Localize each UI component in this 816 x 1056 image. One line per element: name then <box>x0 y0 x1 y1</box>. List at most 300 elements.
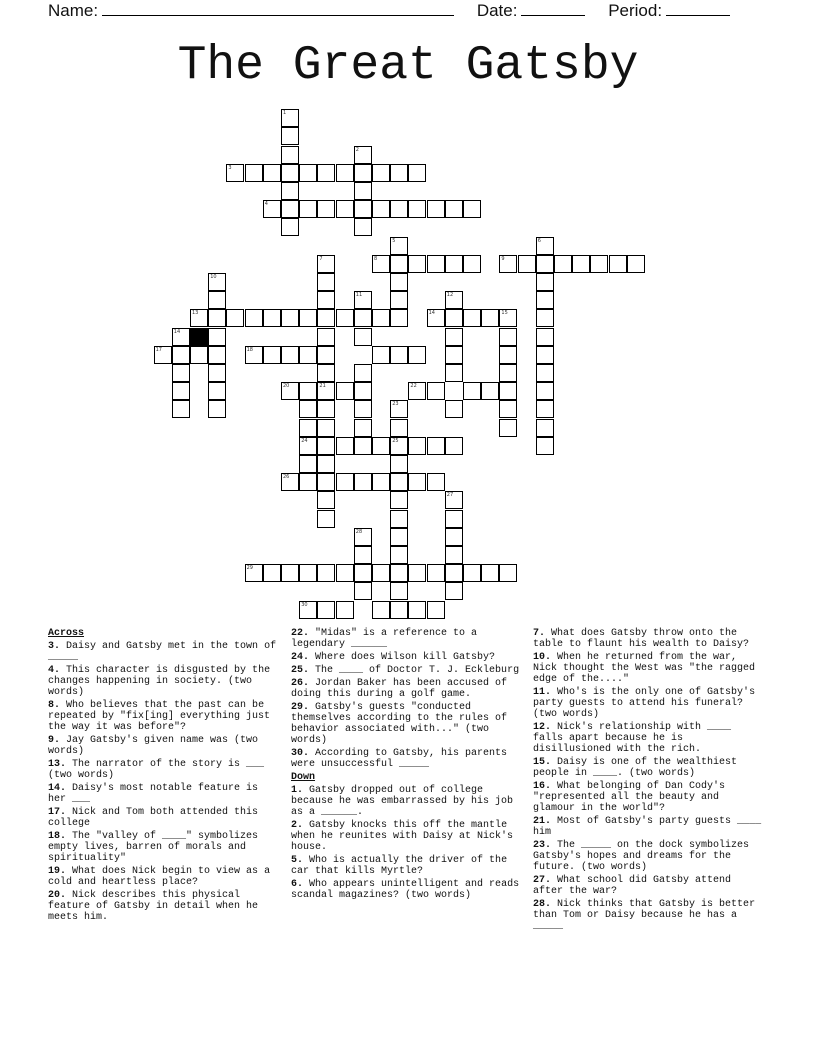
crossword-cell[interactable] <box>281 218 299 236</box>
crossword-cell[interactable] <box>427 255 445 273</box>
clues-column-3 <box>533 628 767 934</box>
crossword-cell[interactable] <box>226 164 244 182</box>
crossword-cell[interactable] <box>354 328 372 346</box>
crossword-cell[interactable] <box>445 255 463 273</box>
clue-item <box>533 628 767 650</box>
crossword-cell[interactable] <box>336 601 354 619</box>
crossword-cell[interactable] <box>463 309 481 327</box>
crossword-cell[interactable] <box>536 437 554 455</box>
crossword-cell[interactable] <box>408 564 426 582</box>
clue-item <box>291 702 525 746</box>
down-heading: Down <box>291 772 316 783</box>
down-clue-list <box>291 785 525 901</box>
clue-text: What does Gatsby throw onto the table to flaunt his wealth to Daisy? <box>533 628 750 650</box>
crossword-cell[interactable] <box>463 255 481 273</box>
cell-number: 2 <box>355 146 359 153</box>
crossword-cell[interactable] <box>281 127 299 145</box>
crossword-cell[interactable] <box>390 164 408 182</box>
crossword-cell[interactable] <box>554 255 572 273</box>
crossword-cell[interactable] <box>390 491 408 509</box>
crossword-cell[interactable] <box>427 564 445 582</box>
clue-item <box>533 757 767 779</box>
clue-number: 3. <box>48 641 61 652</box>
clue-item <box>533 840 767 873</box>
crossword-cell[interactable] <box>445 491 463 509</box>
crossword-cell[interactable] <box>317 455 335 473</box>
crossword-cell[interactable] <box>281 182 299 200</box>
cell-number: 27 <box>446 492 454 499</box>
crossword-cell[interactable] <box>499 564 517 582</box>
cell-number: 1 <box>283 110 287 117</box>
crossword-cell[interactable] <box>536 291 554 309</box>
clue-text: Nick thinks that Gatsby is better than Tom or Daisy because he has a _____ <box>533 899 756 932</box>
clue-text: The "valley of ____" symbolizes empty lives, barren of morals and spirituality" <box>48 831 259 864</box>
crossword-cell[interactable] <box>317 491 335 509</box>
cell-number: 10 <box>210 274 217 280</box>
crossword-cell[interactable] <box>172 382 190 400</box>
crossword-cell[interactable] <box>536 400 554 418</box>
crossword-cell[interactable] <box>317 273 335 291</box>
cell-number: 23 <box>392 401 399 408</box>
clue-text: Gatsby's guests "conducted themselves according to the rules of behavior associated with..." (two words) <box>291 702 508 746</box>
crossword-cell[interactable] <box>481 564 499 582</box>
crossword-cell[interactable] <box>572 255 590 273</box>
crossword-cell[interactable] <box>336 309 354 327</box>
clue-text: Who's is the only one of Gatsby's party guests to attend his funeral? (two words) <box>533 687 756 720</box>
cell-number: 20 <box>283 383 290 390</box>
crossword-cell[interactable] <box>590 255 608 273</box>
crossword-cell[interactable] <box>354 182 372 200</box>
clue-number: 24. <box>291 652 310 663</box>
clue-text: This character is disgusted by the changes happening in society. (two words) <box>48 665 271 698</box>
clue-number: 13. <box>48 759 67 770</box>
clue-number: 29. <box>291 702 310 713</box>
crossword-cell[interactable] <box>536 346 554 364</box>
crossword-cell[interactable] <box>354 400 372 418</box>
crossword-cell[interactable] <box>463 382 481 400</box>
clue-item <box>48 807 282 829</box>
crossword-cell[interactable] <box>408 200 426 218</box>
crossword-cell[interactable] <box>463 200 481 218</box>
crossword-cell[interactable] <box>263 200 281 218</box>
crossword-cell[interactable] <box>354 382 372 400</box>
crossword-cell[interactable] <box>445 400 463 418</box>
crossword-cell[interactable] <box>263 346 281 364</box>
crossword-cell[interactable] <box>408 164 426 182</box>
crossword-cell[interactable] <box>445 546 463 564</box>
clue-number: 16. <box>533 781 552 792</box>
crossword-cell[interactable] <box>427 473 445 491</box>
clue-number: 10. <box>533 652 552 663</box>
crossword-cell[interactable] <box>372 564 390 582</box>
crossword-cell[interactable] <box>372 346 390 364</box>
crossword-cell[interactable] <box>499 328 517 346</box>
crossword-cell[interactable] <box>390 419 408 437</box>
clues-column-1 <box>48 628 282 925</box>
crossword-cell[interactable] <box>354 582 372 600</box>
clue-number: 22. <box>291 628 310 639</box>
clue-number: 23. <box>533 840 552 851</box>
crossword-cell[interactable] <box>372 601 390 619</box>
crossword-cell[interactable] <box>208 309 226 327</box>
clue-item <box>48 641 282 663</box>
crossword-cell[interactable] <box>445 291 463 309</box>
crossword-cell[interactable] <box>208 364 226 382</box>
clue-number: 5. <box>291 855 304 866</box>
crossword-cell[interactable] <box>445 437 463 455</box>
crossword-cell[interactable] <box>245 564 263 582</box>
clue-item <box>291 665 525 676</box>
crossword-cell[interactable] <box>317 200 335 218</box>
crossword-cell[interactable] <box>427 382 445 400</box>
crossword-cell[interactable] <box>445 564 463 582</box>
crossword-cell[interactable] <box>372 200 390 218</box>
clue-text: Who appears unintelligent and reads scandal magazines? (two words) <box>291 879 520 901</box>
clue-number: 9. <box>48 735 61 746</box>
crossword-cell[interactable] <box>208 328 226 346</box>
crossword-cell[interactable] <box>317 164 335 182</box>
crossword-cell[interactable] <box>281 564 299 582</box>
crossword-cell[interactable] <box>281 146 299 164</box>
cell-number: 17 <box>155 346 162 353</box>
crossword-cell[interactable] <box>390 564 408 582</box>
clue-item <box>48 759 282 781</box>
clue-text: The ____ of Doctor T. J. Eckleburg <box>315 665 520 676</box>
clue-item <box>291 652 525 663</box>
crossword-cell[interactable] <box>336 382 354 400</box>
crossword-cell[interactable] <box>336 437 354 455</box>
crossword-cell[interactable] <box>609 255 627 273</box>
crossword-cell[interactable] <box>208 400 226 418</box>
clue-text: Nick describes this physical feature of Gatsby in detail when he meets him. <box>48 890 259 923</box>
crossword-cell[interactable] <box>354 546 372 564</box>
crossword-cell[interactable] <box>208 291 226 309</box>
crossword-cell[interactable] <box>408 255 426 273</box>
crossword-cell[interactable] <box>190 346 208 364</box>
crossword-cell[interactable] <box>499 419 517 437</box>
clue-item <box>533 722 767 755</box>
crossword-cell[interactable] <box>281 164 299 182</box>
clue-text: Most of Gatsby's party guests ____ him <box>533 816 762 838</box>
crossword-cell[interactable] <box>354 146 372 164</box>
clue-number: 17. <box>48 807 67 818</box>
clue-text: Jay Gatsby's given name was (two words) <box>48 735 259 757</box>
crossword-cell[interactable] <box>281 109 299 127</box>
clue-item <box>533 816 767 838</box>
cell-number: 21 <box>319 383 326 390</box>
cell-number: 26 <box>283 474 290 481</box>
crossword-cell[interactable] <box>154 346 172 364</box>
crossword-cell[interactable] <box>354 218 372 236</box>
clue-text: The _____ on the dock symbolizes Gatsby's hopes and dreams for the future. (two words) <box>533 840 750 873</box>
clue-number: 28. <box>533 899 552 910</box>
crossword-cell[interactable] <box>390 601 408 619</box>
crossword-cell[interactable] <box>445 346 463 364</box>
cell-number: 30 <box>301 601 308 608</box>
crossword-cell[interactable] <box>226 309 244 327</box>
crossword-cell[interactable] <box>536 382 554 400</box>
crossword-cell[interactable] <box>372 437 390 455</box>
crossword-cell[interactable] <box>317 419 335 437</box>
crossword-cell[interactable] <box>390 510 408 528</box>
crossword-cell[interactable] <box>390 237 408 255</box>
crossword-cell[interactable] <box>390 400 408 418</box>
cell-number: 15 <box>501 310 508 317</box>
clue-number: 21. <box>533 816 552 827</box>
crossword-cell[interactable] <box>390 291 408 309</box>
cell-number: 12 <box>446 292 454 299</box>
clue-text: Nick and Tom both attended this college <box>48 807 259 829</box>
crossword-cell[interactable] <box>536 273 554 291</box>
crossword-cell[interactable] <box>390 200 408 218</box>
crossword-cell[interactable] <box>390 582 408 600</box>
crossword-cell[interactable] <box>263 164 281 182</box>
crossword-cell[interactable] <box>445 510 463 528</box>
clues-column-2 <box>291 628 525 903</box>
clue-item <box>48 700 282 733</box>
crossword-cell[interactable] <box>281 200 299 218</box>
crossword-cell[interactable] <box>299 473 317 491</box>
clue-item <box>48 665 282 698</box>
clue-text: What does Nick begin to view as a cold and heartless place? <box>48 866 271 888</box>
crossword-cell[interactable] <box>317 437 335 455</box>
cell-number: 9 <box>501 255 505 262</box>
clue-number: 15. <box>533 757 552 768</box>
crossword-cell[interactable] <box>445 582 463 600</box>
clue-text: Gatsby knocks this off the mantle when he reunites with Daisy at Nick's house. <box>291 820 514 853</box>
clue-text: Nick's relationship with ____ falls apart because he is disillusioned with the rich. <box>533 722 732 755</box>
crossword-cell[interactable] <box>172 328 190 346</box>
crossword-cell[interactable] <box>536 309 554 327</box>
crossword-cell[interactable] <box>354 364 372 382</box>
crossword-cell[interactable] <box>336 564 354 582</box>
crossword-cell[interactable] <box>299 400 317 418</box>
crossword-cell[interactable] <box>372 255 390 273</box>
crossword-cell[interactable] <box>427 309 445 327</box>
cell-number: 4 <box>264 201 268 208</box>
crossword-cell[interactable] <box>445 328 463 346</box>
crossword-cell[interactable] <box>299 346 317 364</box>
crossword-cell[interactable] <box>317 601 335 619</box>
clue-item <box>291 879 525 901</box>
crossword-cell[interactable] <box>499 255 517 273</box>
clue-item <box>48 866 282 888</box>
name-label: Name: <box>48 1 99 20</box>
clue-text: Daisy and Gatsby met in the town of _____ <box>48 641 277 663</box>
crossword-cell[interactable] <box>463 564 481 582</box>
cell-number: 11 <box>355 292 363 299</box>
crossword-cell[interactable] <box>299 437 317 455</box>
clue-item <box>291 785 525 818</box>
crossword-cell[interactable] <box>354 437 372 455</box>
crossword-cell[interactable] <box>372 309 390 327</box>
crossword-cell[interactable] <box>499 400 517 418</box>
crossword-cell[interactable] <box>536 237 554 255</box>
cell-number: 13 <box>192 310 199 317</box>
crossword-cell[interactable] <box>317 346 335 364</box>
clue-number: 20. <box>48 890 67 901</box>
clue-number: 18. <box>48 831 67 842</box>
crossword-cell[interactable] <box>299 419 317 437</box>
crossword-cell[interactable] <box>299 382 317 400</box>
clue-item <box>533 875 767 897</box>
clue-item <box>291 628 525 650</box>
crossword-cell[interactable] <box>354 473 372 491</box>
clue-text: Jordan Baker has been accused of doing this during a golf game. <box>291 678 508 700</box>
crossword-cell[interactable] <box>208 273 226 291</box>
crossword-cell[interactable] <box>536 328 554 346</box>
clue-number: 7. <box>533 628 546 639</box>
crossword-cell[interactable] <box>354 528 372 546</box>
crossword-cell[interactable] <box>390 255 408 273</box>
crossword-cell[interactable] <box>536 364 554 382</box>
crossword-cell[interactable] <box>317 291 335 309</box>
crossword-cell[interactable] <box>263 309 281 327</box>
crossword-cell[interactable] <box>281 473 299 491</box>
across-clue-list <box>48 641 282 923</box>
crossword-cell[interactable] <box>408 473 426 491</box>
cell-number: 25 <box>392 437 399 444</box>
across-heading: Across <box>48 628 85 639</box>
crossword-cell[interactable] <box>299 164 317 182</box>
crossword-cell[interactable] <box>336 164 354 182</box>
crossword-cell[interactable] <box>408 382 426 400</box>
crossword-cell[interactable] <box>445 364 463 382</box>
crossword-cell[interactable] <box>445 309 463 327</box>
crossword-cell[interactable] <box>299 564 317 582</box>
clue-item <box>533 781 767 814</box>
clue-number: 26. <box>291 678 310 689</box>
crossword-cell[interactable] <box>390 546 408 564</box>
crossword-cell[interactable] <box>390 309 408 327</box>
clue-number: 1. <box>291 785 304 796</box>
cell-number: 8 <box>374 255 378 262</box>
crossword-cell[interactable] <box>390 528 408 546</box>
crossword-cell[interactable] <box>481 382 499 400</box>
crossword-cell[interactable] <box>354 564 372 582</box>
crossword-cell[interactable] <box>317 382 335 400</box>
crossword-cell[interactable] <box>317 328 335 346</box>
crossword-cell[interactable] <box>354 200 372 218</box>
page-title: The Great Gatsby <box>177 39 639 93</box>
black-square <box>190 328 208 346</box>
crossword-cell[interactable] <box>245 309 263 327</box>
crossword-cell[interactable] <box>390 273 408 291</box>
clue-item <box>48 831 282 864</box>
crossword-cell[interactable] <box>299 455 317 473</box>
clue-number: 6. <box>291 879 304 890</box>
clue-number: 8. <box>48 700 61 711</box>
crossword-cell[interactable] <box>499 364 517 382</box>
crossword-cell[interactable] <box>390 437 408 455</box>
crossword-cell[interactable] <box>427 437 445 455</box>
crossword-cell[interactable] <box>317 510 335 528</box>
crossword-cell[interactable] <box>317 400 335 418</box>
crossword-cell[interactable] <box>536 419 554 437</box>
crossword-cell[interactable] <box>427 200 445 218</box>
clue-item <box>48 783 282 805</box>
crossword-cell[interactable] <box>263 564 281 582</box>
crossword-cell[interactable] <box>499 309 517 327</box>
crossword-cell[interactable] <box>317 364 335 382</box>
crossword-cell[interactable] <box>408 437 426 455</box>
clue-number: 2. <box>291 820 304 831</box>
crossword-cell[interactable] <box>281 346 299 364</box>
cell-number: 29 <box>246 565 253 572</box>
clue-text: When he returned from the war, Nick thought the West was "the ragged edge of the...." <box>533 652 756 685</box>
crossword-cell[interactable] <box>245 346 263 364</box>
period-label: Period: <box>608 1 663 20</box>
crossword-cell[interactable] <box>299 601 317 619</box>
clue-text: According to Gatsby, his parents were unsuccessful _____ <box>291 748 508 770</box>
crossword-cell[interactable] <box>372 164 390 182</box>
cell-number: 24 <box>301 437 308 444</box>
crossword-cell[interactable] <box>481 309 499 327</box>
crossword-cell[interactable] <box>317 309 335 327</box>
crossword-cell[interactable] <box>372 473 390 491</box>
clue-text: "Midas" is a reference to a legendary ______ <box>291 628 478 650</box>
crossword-cell[interactable] <box>317 564 335 582</box>
crossword-cell[interactable] <box>190 309 208 327</box>
clue-text: Who is actually the driver of the car that kills Myrtle? <box>291 855 508 877</box>
crossword-cell[interactable] <box>281 382 299 400</box>
crossword-cell[interactable] <box>518 255 536 273</box>
crossword-cell[interactable] <box>354 164 372 182</box>
crossword-cell[interactable] <box>390 455 408 473</box>
crossword-cell[interactable] <box>172 346 190 364</box>
crossword-cell[interactable] <box>299 200 317 218</box>
crossword-cell[interactable] <box>445 200 463 218</box>
crossword-cell[interactable] <box>208 382 226 400</box>
clue-number: 12. <box>533 722 552 733</box>
crossword-cell[interactable] <box>281 309 299 327</box>
crossword-cell[interactable] <box>172 364 190 382</box>
crossword-cell[interactable] <box>499 346 517 364</box>
clue-text: Who believes that the past can be repeated by "fix[ing] everything just the way it was before"? <box>48 700 271 733</box>
crossword-cell[interactable] <box>336 473 354 491</box>
crossword-cell[interactable] <box>445 528 463 546</box>
crossword-cell[interactable] <box>336 200 354 218</box>
crossword-cell[interactable] <box>317 473 335 491</box>
crossword-cell[interactable] <box>427 601 445 619</box>
crossword-cell[interactable] <box>317 255 335 273</box>
clue-item <box>48 735 282 757</box>
crossword-cell[interactable] <box>299 309 317 327</box>
crossword-cell[interactable] <box>408 346 426 364</box>
crossword-cell[interactable] <box>390 346 408 364</box>
crossword-cell[interactable] <box>408 601 426 619</box>
crossword-cell[interactable] <box>245 164 263 182</box>
cell-number: 3 <box>228 164 232 171</box>
crossword-cell[interactable] <box>390 473 408 491</box>
crossword-cell[interactable] <box>208 346 226 364</box>
crossword-cell[interactable] <box>354 291 372 309</box>
clue-text: The narrator of the story is ___ (two words) <box>48 759 265 781</box>
crossword-cell[interactable] <box>627 255 645 273</box>
cell-number: 18 <box>246 346 253 353</box>
crossword-cell[interactable] <box>499 382 517 400</box>
clue-number: 30. <box>291 748 310 759</box>
cell-number: 28 <box>355 528 363 535</box>
cell-number: 6 <box>537 237 541 244</box>
clue-number: 14. <box>48 783 67 794</box>
clue-text: What school did Gatsby attend after the war? <box>533 875 732 897</box>
cell-number: 7 <box>319 255 323 262</box>
crossword-cell[interactable] <box>172 400 190 418</box>
crossword-cell[interactable] <box>354 419 372 437</box>
crossword-cell[interactable] <box>536 255 554 273</box>
crossword-cell[interactable] <box>354 309 372 327</box>
